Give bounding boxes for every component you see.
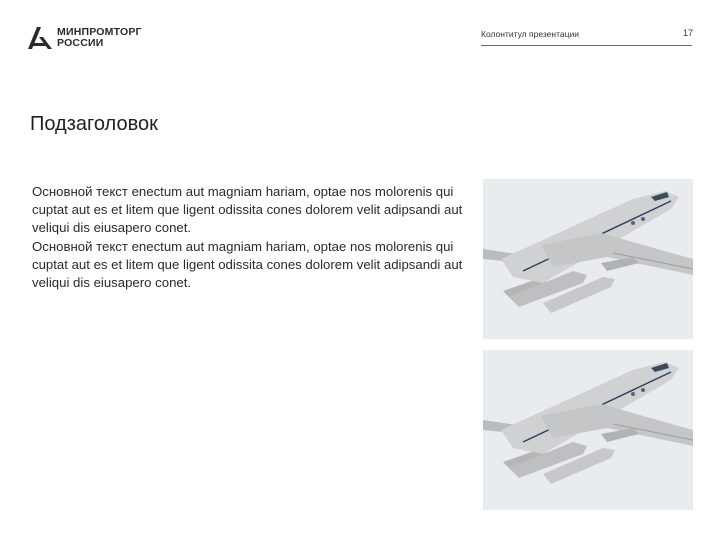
logo-line-2: РОССИИ: [57, 37, 104, 49]
aircraft-photo-bottom: [483, 350, 693, 510]
slide-subtitle: Подзаголовок: [30, 113, 158, 135]
body-text: [32, 183, 464, 292]
ministry-logo: [28, 27, 142, 49]
body-paragraph: Основной текст enectum aut magniam hariam, optae nos molorenis qui cuptat aut es et litem que ligent odissita cones dolorem velit adipsandi aut veliqui dis eiusapero conet.: [32, 184, 463, 236]
logo-text: [57, 27, 142, 49]
logo-line-1: МИНПРОМТОРГ: [57, 26, 142, 38]
aircraft-photo-top: [483, 179, 693, 339]
body-paragraph: Основной текст enectum aut magniam hariam, optae nos molorenis qui cuptat aut es et litem que ligent odissita cones dolorem velit adipsandi aut veliqui dis eiusapero conet.: [32, 238, 463, 291]
header-divider: [481, 45, 692, 46]
triangle-logo-icon: [28, 27, 52, 49]
header-title: Колонтитул презентации: [481, 29, 579, 39]
page-number: 17: [683, 28, 694, 38]
